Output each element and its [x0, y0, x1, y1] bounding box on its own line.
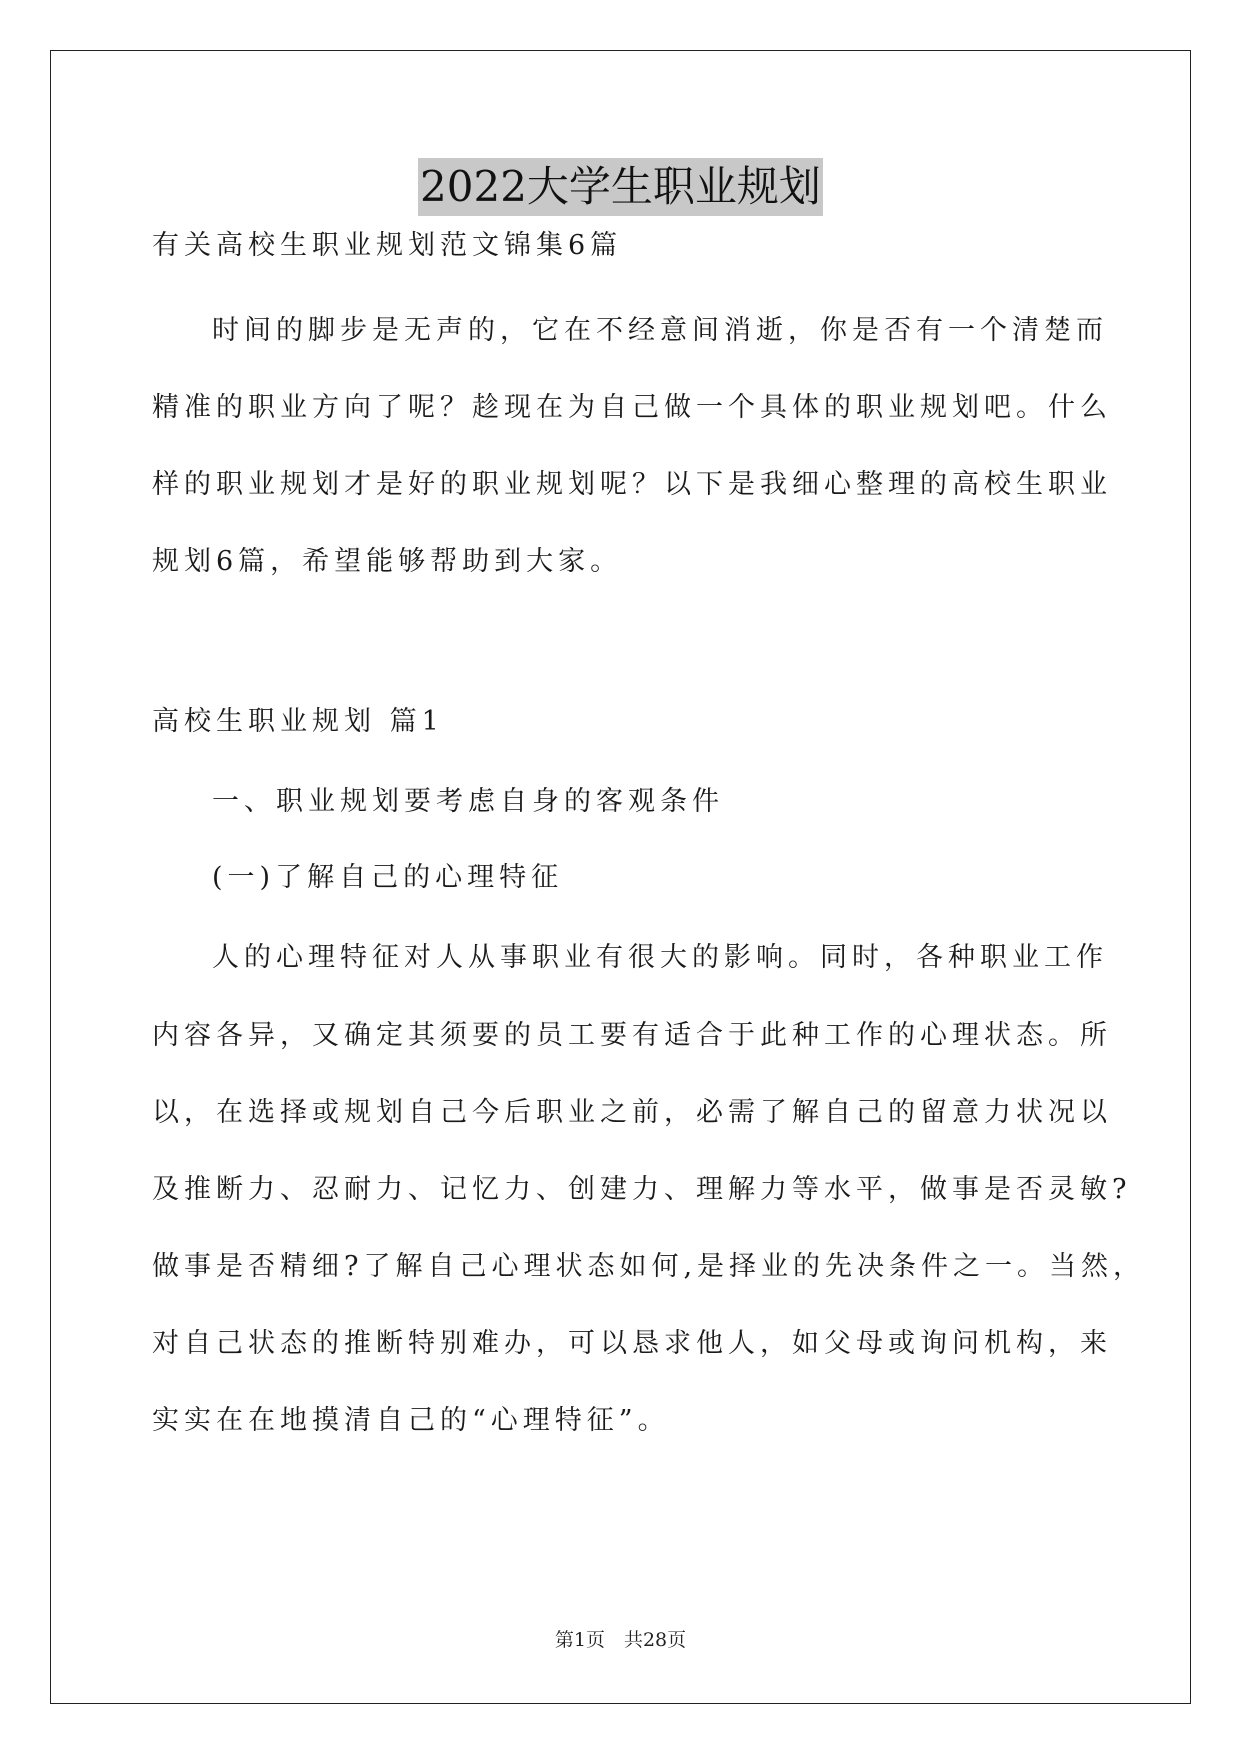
intro-line-1: 时间的脚步是无声的，它在不经意间消逝，你是否有一个清楚而: [212, 315, 1108, 346]
body-line-4: 及推断力、忍耐力、记忆力、创建力、理解力等水平，做事是否灵敏?: [152, 1174, 1132, 1205]
body-line-3: 以，在选择或规划自己今后职业之前，必需了解自己的留意力状况以: [152, 1097, 1112, 1128]
page-number-footer: 第1页 共28页: [554, 1629, 687, 1651]
body-line-1: 人的心理特征对人从事职业有很大的影响。同时，各种职业工作: [212, 942, 1108, 973]
document-subtitle: 有关高校生职业规划范文锦集6篇: [152, 230, 623, 261]
body-line-6: 对自己状态的推断特别难办，可以恳求他人，如父母或询问机构，来: [152, 1328, 1112, 1359]
document-title: [0, 158, 1241, 216]
section-heading: 高校生职业规划 篇1: [152, 706, 444, 737]
intro-line-2: 精准的职业方向了呢？趁现在为自己做一个具体的职业规划吧。什么: [152, 392, 1112, 423]
document-title-text: 2022大学生职业规划: [418, 158, 823, 216]
body-line-5: 做事是否精细?了解自己心理状态如何,是择业的先决条件之一。当然，: [152, 1251, 1146, 1282]
intro-line-4: 规划6篇，希望能够帮助到大家。: [152, 546, 623, 577]
body-line-7: 实实在在地摸清自己的“心理特征”。: [152, 1405, 670, 1436]
heading-level-2: (一)了解自己的心理特征: [212, 862, 564, 893]
intro-line-3: 样的职业规划才是好的职业规划呢？以下是我细心整理的高校生职业: [152, 469, 1112, 500]
heading-level-1: 一、职业规划要考虑自身的客观条件: [212, 786, 724, 817]
body-line-2: 内容各异，又确定其须要的员工要有适合于此种工作的心理状态。所: [152, 1020, 1112, 1051]
